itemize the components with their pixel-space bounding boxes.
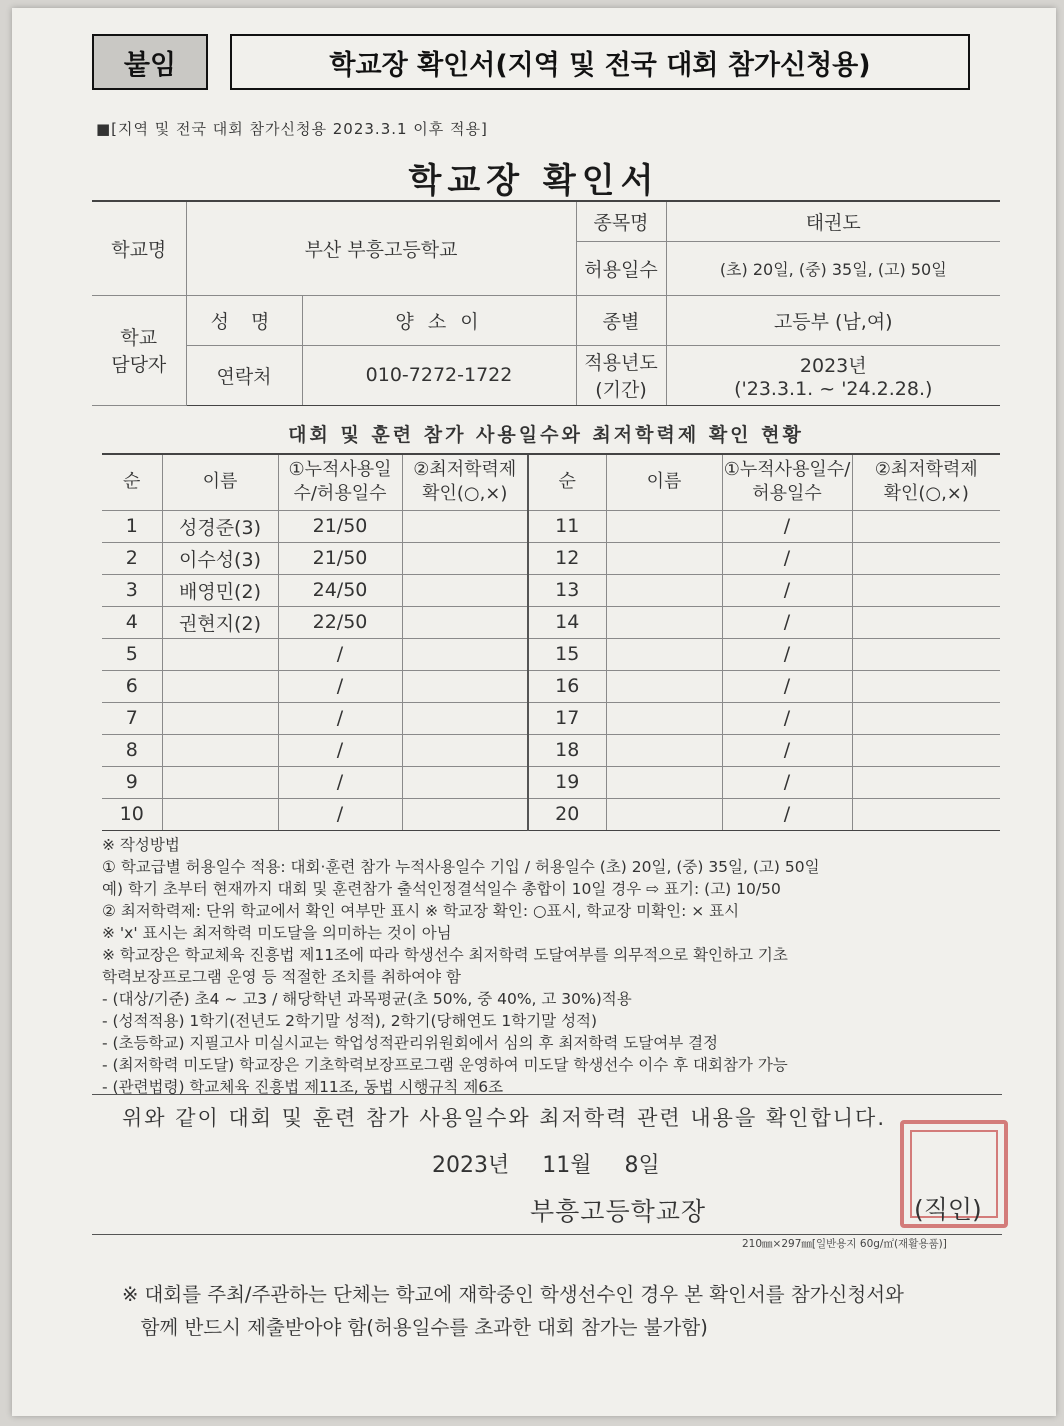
row-days: 21/50 xyxy=(278,510,402,542)
date-month: 11월 xyxy=(542,1153,592,1178)
year-label-line2: (기간) xyxy=(595,379,647,401)
row-check xyxy=(402,798,528,830)
seal-label: (직인) xyxy=(914,1195,982,1224)
row-name-right xyxy=(606,798,722,830)
row-check xyxy=(402,638,528,670)
row-days-right: / xyxy=(722,734,852,766)
division-value: 고등부 (남,여) xyxy=(666,295,1000,345)
page-title: 학교장 확인서 xyxy=(408,161,660,201)
row-no-right: 18 xyxy=(528,734,606,766)
divider xyxy=(92,1094,1002,1095)
note-line: ① 학교급별 허용일수 적용: 대회·훈련 참가 누적사용일수 기입 / 허용일수 (초) 20일, (중) 35일, (고) 50일 xyxy=(102,858,820,876)
contact-label: 연락처 xyxy=(186,345,302,405)
row-name-right xyxy=(606,702,722,734)
col-days-right-line2: 허용일수 xyxy=(752,483,822,505)
row-name xyxy=(162,638,278,670)
table-row xyxy=(102,734,1000,766)
row-name-right xyxy=(606,542,722,574)
note-line: ※ 학교장은 학교체육 진흥법 제11조에 따라 학생선수 최저학력 도달여부를 의무적으로 확인하고 기초 xyxy=(102,946,788,964)
row-check-right xyxy=(852,766,1000,798)
row-days-right: / xyxy=(722,670,852,702)
note-line: ② 최저학력제: 단위 학교에서 확인 여부만 표시 ※ 학교장 확인: ○표시, 학교장 미확인: × 표시 xyxy=(102,902,740,920)
row-name xyxy=(162,670,278,702)
event-value: 태권도 xyxy=(666,201,1000,241)
row-check xyxy=(402,766,528,798)
row-days: / xyxy=(278,638,402,670)
row-name: 권현지(2) xyxy=(162,606,278,638)
section-title: 대회 및 훈련 참가 사용일수와 최저학력제 확인 현황 xyxy=(288,424,804,446)
year-label xyxy=(576,345,666,405)
row-no: 10 xyxy=(102,798,162,830)
date-year: 2023년 xyxy=(432,1153,510,1178)
year-value xyxy=(666,345,1000,405)
row-check xyxy=(402,574,528,606)
note-line: 학력보장프로그램 운영 등 적절한 조치를 취하여야 함 xyxy=(102,968,461,986)
row-check-right xyxy=(852,798,1000,830)
applies-note: ■[지역 및 전국 대회 참가신청용 2023.3.1 이후 적용] xyxy=(96,120,488,138)
row-days-right: / xyxy=(722,606,852,638)
contact-value: 010-7272-1722 xyxy=(302,345,576,405)
col-min-right-line1: ②최저학력제 xyxy=(874,458,978,480)
row-days-right: / xyxy=(722,638,852,670)
row-check xyxy=(402,606,528,638)
row-no: 6 xyxy=(102,670,162,702)
col-name-right: 이름 xyxy=(606,454,722,510)
row-no: 2 xyxy=(102,542,162,574)
row-no-right: 17 xyxy=(528,702,606,734)
note-line: - (초등학교) 지필고사 미실시교는 학업성적관리위원회에서 심의 후 최저학력 도달여부 결정 xyxy=(102,1034,719,1052)
form-title: 학교장 확인서(지역 및 전국 대회 참가신청용) xyxy=(230,34,970,90)
col-no-right: 순 xyxy=(528,454,606,510)
year-value-line1: 2023년 xyxy=(799,354,867,377)
row-no-right: 14 xyxy=(528,606,606,638)
event-label: 종목명 xyxy=(576,201,666,241)
row-check-right xyxy=(852,606,1000,638)
name-value: 양 소 이 xyxy=(302,295,576,345)
row-days: / xyxy=(278,702,402,734)
row-name xyxy=(162,766,278,798)
row-days: 24/50 xyxy=(278,574,402,606)
row-check-right xyxy=(852,542,1000,574)
row-check-right xyxy=(852,574,1000,606)
table-row xyxy=(102,766,1000,798)
col-name: 이름 xyxy=(162,454,278,510)
note-line: - (최저학력 미도달) 학교장은 기초학력보장프로그램 운영하여 미도달 학생선수 이수 후 대회참가 가능 xyxy=(102,1056,788,1074)
division-label: 종별 xyxy=(576,295,666,345)
issue-date xyxy=(432,1148,660,1179)
row-name-right xyxy=(606,574,722,606)
note-line: ※ 'x' 표시는 최저학력 미도달을 의미하는 것이 아님 xyxy=(102,924,452,942)
row-days: / xyxy=(278,670,402,702)
footnote-line: ※ 대회를 주최/주관하는 단체는 학교에 재학중인 학생선수인 경우 본 확인서를 참가신청서와 xyxy=(122,1283,904,1306)
table-row xyxy=(102,702,1000,734)
manager-label-line2: 담당자 xyxy=(111,354,167,376)
divider xyxy=(92,1234,1002,1235)
table-row xyxy=(102,510,1000,542)
col-days-line1: ①누적사용일 xyxy=(288,458,392,480)
row-name-right xyxy=(606,510,722,542)
note-line: 예) 학기 초부터 현재까지 대회 및 훈련참가 출석인정결석일수 총합이 10일 경우 ⇨ 표기: (고) 10/50 xyxy=(102,880,781,898)
row-days-right: / xyxy=(722,766,852,798)
row-no-right: 12 xyxy=(528,542,606,574)
instructions xyxy=(102,834,1002,1098)
row-days-right: / xyxy=(722,510,852,542)
row-name-right xyxy=(606,606,722,638)
table-row xyxy=(102,638,1000,670)
row-check xyxy=(402,510,528,542)
col-min xyxy=(402,454,528,510)
row-check xyxy=(402,734,528,766)
row-name-right xyxy=(606,638,722,670)
manager-label-line1: 학교 xyxy=(120,327,158,349)
row-check-right xyxy=(852,670,1000,702)
row-name-right xyxy=(606,766,722,798)
row-name: 배영민(2) xyxy=(162,574,278,606)
year-value-line2: ('23.3.1. ~ '24.2.28.) xyxy=(734,377,933,400)
col-min-right-line2: 확인(○,×) xyxy=(883,483,969,505)
row-no: 3 xyxy=(102,574,162,606)
col-days-line2: 수/허용일수 xyxy=(293,483,387,505)
note-line: - (관련법령) 학교체육 진흥법 제11조, 동법 시행규칙 제6조 xyxy=(102,1078,504,1096)
footnote-line: 함께 반드시 제출받아야 함(허용일수를 초과한 대회 참가는 불가함) xyxy=(122,1316,708,1340)
col-min-right xyxy=(852,454,1000,510)
row-name xyxy=(162,734,278,766)
table-row xyxy=(102,574,1000,606)
row-no-right: 15 xyxy=(528,638,606,670)
col-min-line2: 확인(○,×) xyxy=(422,483,508,505)
row-no: 7 xyxy=(102,702,162,734)
row-no: 9 xyxy=(102,766,162,798)
row-no: 4 xyxy=(102,606,162,638)
row-check xyxy=(402,542,528,574)
row-days: 22/50 xyxy=(278,606,402,638)
row-name xyxy=(162,702,278,734)
row-days: / xyxy=(278,766,402,798)
paper-spec: 210㎜×297㎜[일반용지 60g/㎡(재활용품)] xyxy=(742,1238,947,1250)
row-check xyxy=(402,670,528,702)
row-check-right xyxy=(852,638,1000,670)
note-line: - (성적적용) 1학기(전년도 2학기말 성적), 2학기(당해연도 1학기말 성적) xyxy=(102,1012,598,1030)
row-no-right: 19 xyxy=(528,766,606,798)
col-min-line1: ②최저학력제 xyxy=(413,458,517,480)
row-no-right: 16 xyxy=(528,670,606,702)
attachment-label: 붙임 xyxy=(92,34,208,90)
row-name-right xyxy=(606,670,722,702)
row-no-right: 20 xyxy=(528,798,606,830)
row-check xyxy=(402,702,528,734)
note-line: ※ 작성방법 xyxy=(102,836,180,854)
table-row xyxy=(102,798,1000,830)
row-no: 5 xyxy=(102,638,162,670)
col-no: 순 xyxy=(102,454,162,510)
document-page xyxy=(12,8,1056,1416)
roster-table xyxy=(102,453,1000,831)
col-days-right-line1: ①누적사용일수/ xyxy=(723,458,851,480)
year-label-line1: 적용년도 xyxy=(584,352,658,374)
table-row xyxy=(102,670,1000,702)
name-label: 성 명 xyxy=(186,295,302,345)
row-no: 1 xyxy=(102,510,162,542)
row-no: 8 xyxy=(102,734,162,766)
row-name xyxy=(162,798,278,830)
school-label: 학교명 xyxy=(92,201,186,295)
row-days: / xyxy=(278,734,402,766)
row-check-right xyxy=(852,510,1000,542)
note-line: - (대상/기준) 초4 ~ 고3 / 해당학년 과목평균(초 50%, 중 40%, 고 30%)적용 xyxy=(102,990,632,1008)
row-days-right: / xyxy=(722,542,852,574)
date-day: 8일 xyxy=(624,1153,660,1178)
table-row xyxy=(102,606,1000,638)
col-days-right xyxy=(722,454,852,510)
table-row xyxy=(102,542,1000,574)
allowed-days-label: 허용일수 xyxy=(576,241,666,295)
manager-label xyxy=(92,295,186,405)
row-days-right: / xyxy=(722,798,852,830)
school-value: 부산 부흥고등학교 xyxy=(186,201,576,295)
row-days-right: / xyxy=(722,702,852,734)
footnote xyxy=(122,1278,904,1344)
row-name-right xyxy=(606,734,722,766)
row-check-right xyxy=(852,702,1000,734)
col-days xyxy=(278,454,402,510)
row-name: 이수성(3) xyxy=(162,542,278,574)
principal-name: 부흥고등학교장 xyxy=(530,1197,707,1226)
row-days-right: / xyxy=(722,574,852,606)
row-check-right xyxy=(852,734,1000,766)
allowed-days-value: (초) 20일, (중) 35일, (고) 50일 xyxy=(666,241,1000,295)
info-table xyxy=(92,200,1000,406)
row-no-right: 11 xyxy=(528,510,606,542)
row-no-right: 13 xyxy=(528,574,606,606)
row-name: 성경준(3) xyxy=(162,510,278,542)
row-days: / xyxy=(278,798,402,830)
confirm-statement: 위와 같이 대회 및 훈련 참가 사용일수와 최저학력 관련 내용을 확인합니다. xyxy=(122,1106,887,1130)
row-days: 21/50 xyxy=(278,542,402,574)
